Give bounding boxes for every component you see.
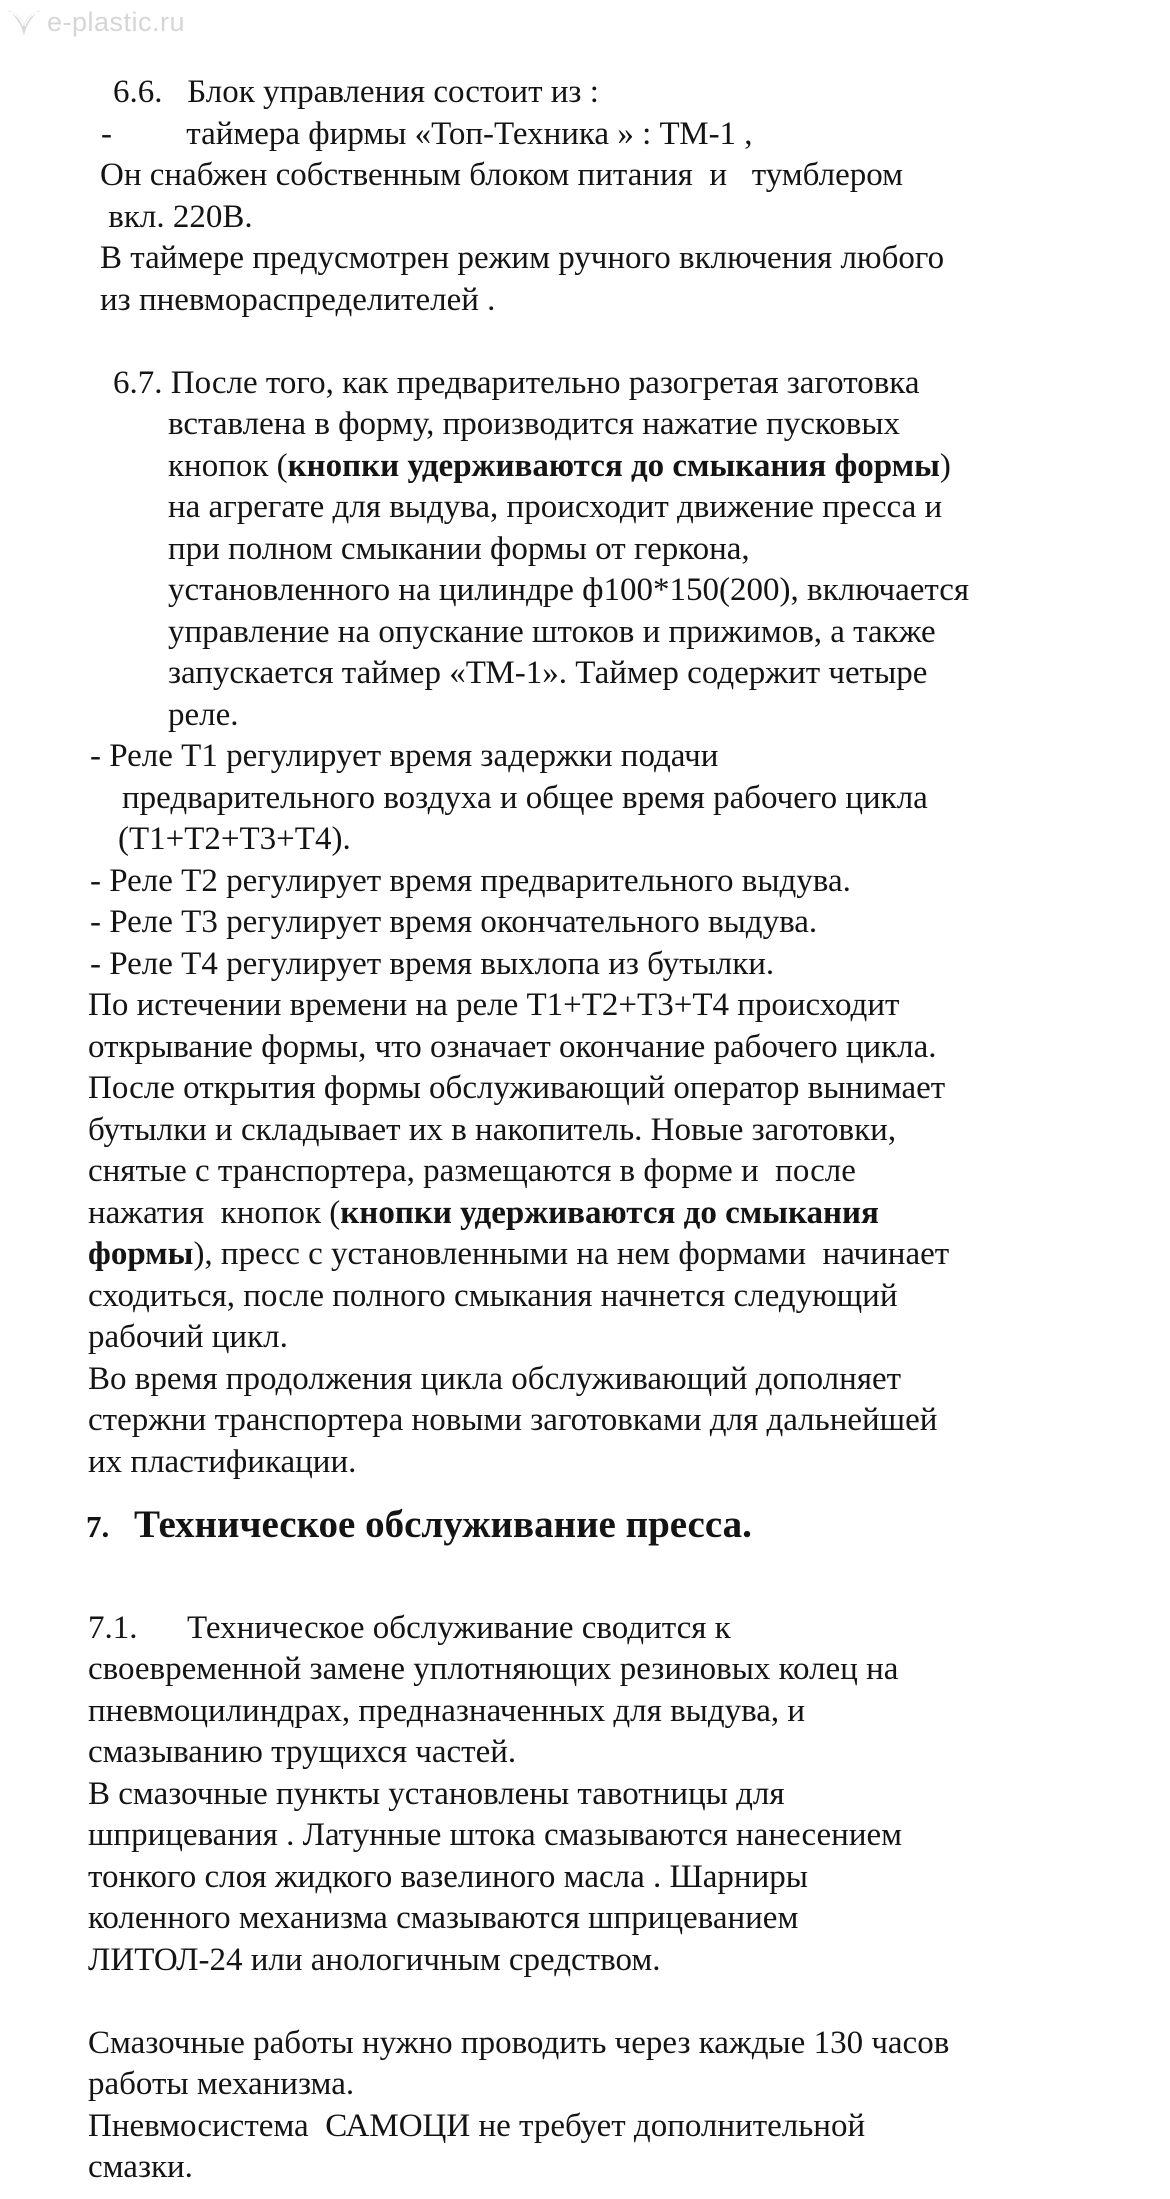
text-segment: - Реле Т3 регулирует время окончательного выдува. [90,904,818,940]
text-line [0,1193,1170,1235]
text-segment: вставлена в форму, производится нажатие пусковых [168,406,901,442]
text-line [0,72,1170,114]
text-segment: После открытия формы обслуживающий оператор вынимает [88,1070,946,1106]
text-line [0,1276,1170,1318]
text-line [0,446,1170,488]
text-segment: кнопки удерживаются до смыкания формы [287,447,940,484]
text-line [0,736,1170,778]
text-line [0,819,1170,861]
text-line [0,155,1170,197]
text-segment: Пневмосистема САМОЦИ не требует дополнительной [88,2107,866,2144]
text-segment: вкл. 220В. [100,198,253,235]
text-segment: 6.7. После того, как предварительно разогретая заготовка [113,364,920,401]
text-line [0,1359,1170,1401]
text-segment: ), пресс с установленными на нем формами начинает [193,1236,950,1272]
text-segment: стержни транспортера новыми заготовками для дальнейшей [88,1402,938,1438]
e-plastic-logo-icon [6,6,42,38]
text-line [0,363,1170,405]
text-line [0,487,1170,529]
text-line [0,1940,1170,1982]
text-segment: кнопок ( [168,447,288,484]
text-segment: шприцевания . Латунные штока смазываются нанесением [88,1817,903,1853]
text-line [0,1400,1170,1442]
text-line [0,1691,1170,1733]
text-segment: открывание формы, что означает окончание рабочего цикла. [88,1028,937,1065]
text-line [0,1898,1170,1940]
text-segment: В таймере предусмотрен режим ручного включения любого [100,240,945,276]
text-segment: - таймера фирмы «Топ-Техника » : ТМ-1 , [101,115,753,152]
text-segment: формы [88,1236,194,1272]
text-line [0,944,1170,986]
text-segment: смазки. [88,2149,193,2185]
text-line [0,778,1170,820]
text-line [0,114,1170,156]
text-line [0,1774,1170,1816]
text-segment: По истечении времени на реле Т1+Т2+Т3+Т4 происходит [88,987,900,1023]
text-line [0,1732,1170,1774]
text-line [0,529,1170,571]
text-line [0,1815,1170,1857]
text-segment: В смазочные пункты установлены тавотницы для [88,1775,785,1812]
text-line [0,1234,1170,1276]
text-line [0,1068,1170,1110]
text-segment: бутылки и складывает их в накопитель. Новые заготовки, [88,1111,897,1148]
text-segment: ) [939,447,951,484]
text-line [0,861,1170,903]
text-segment: нажатия кнопок ( [88,1194,341,1231]
text-line [0,280,1170,322]
text-segment: при полном смыкании формы от геркона, [168,530,750,567]
text-line [0,1317,1170,1359]
text-line [0,1442,1170,1484]
text-line [0,653,1170,695]
text-segment: пневмоцилиндрах, предназначенных для выдува, и [88,1692,806,1729]
watermark-text: e-plastic.ru [47,7,186,37]
text-line [0,197,1170,239]
text-segment: на агрегате для выдува, происходит движение пресса и [168,489,943,525]
text-segment: - Реле Т1 регулирует время задержки подачи [90,738,719,774]
text-line [0,238,1170,280]
text-line [0,2064,1170,2106]
text-segment: Он снабжен собственным блоком питания и тумблером [100,157,904,193]
text-segment: предварительного воздуха и общее время рабочего цикла [122,779,928,816]
text-segment: тонкого слоя жидкого вазелиного масла . Шарниры [88,1858,808,1895]
text-segment: ЛИТОЛ-24 или анологичным средством. [88,1941,661,1978]
text-line [0,2023,1170,2065]
text-line [0,612,1170,654]
document-body [0,72,1170,2189]
section-heading [0,1483,1170,1566]
text-line [0,985,1170,1027]
text-segment: управление на опускание штоков и прижимов, а также [168,613,936,650]
text-line [0,902,1170,944]
text-line [0,1027,1170,1069]
text-segment: сходиться, после полного смыкания начнется следующий [88,1277,898,1314]
text-segment: - Реле Т4 регулирует время выхлопа из бутылки. [90,945,775,982]
watermark [6,6,185,38]
text-segment: снятые с транспортера, размещаются в форме и после [88,1153,856,1189]
text-line [0,1110,1170,1152]
text-segment: 7.1. Техническое обслуживание сводится к [88,1609,731,1646]
text-line [0,1649,1170,1691]
text-line [0,1151,1170,1193]
text-segment: рабочий цикл. [88,1319,288,1355]
text-line [0,404,1170,446]
text-segment [109,1509,134,1545]
text-segment: Смазочные работы нужно проводить через каждые 130 часов [88,2024,950,2061]
text-segment: (Т1+Т2+Т3+Т4). [118,821,351,857]
text-line [0,695,1170,737]
text-segment: из пневмораспределителей . [100,281,496,318]
blank-line [0,1981,1170,2023]
text-line [0,1608,1170,1650]
blank-line [0,321,1170,363]
text-segment: работы механизма. [88,2066,355,2102]
text-segment: установленного на цилиндре ф100*150(200), включается [168,572,970,608]
text-segment: их пластификации. [88,1443,357,1480]
text-segment: реле. [168,696,239,733]
text-segment: кнопки удерживаются до смыкания [340,1194,879,1231]
text-line [0,570,1170,612]
blank-line [0,1566,1170,1608]
text-segment: - Реле Т2 регулирует время предварительного выдува. [90,862,851,899]
text-segment: смазыванию трущихся частей. [88,1734,517,1770]
text-segment: своевременной замене уплотняющих резиновых колец на [88,1651,899,1687]
text-segment: Во время продолжения цикла обслуживающий дополняет [88,1360,902,1397]
text-line [0,2106,1170,2148]
text-line [0,1857,1170,1899]
text-segment: Техническое обслуживание пресса. [134,1503,752,1546]
text-segment: коленного механизма смазываются шприцеванием [88,1900,799,1936]
text-segment: 7. [86,1509,110,1544]
text-segment: 6.6. Блок управления состоит из : [113,74,599,110]
text-segment: запускается таймер «ТМ-1». Таймер содержит четыре [168,655,928,691]
text-line [0,2147,1170,2189]
